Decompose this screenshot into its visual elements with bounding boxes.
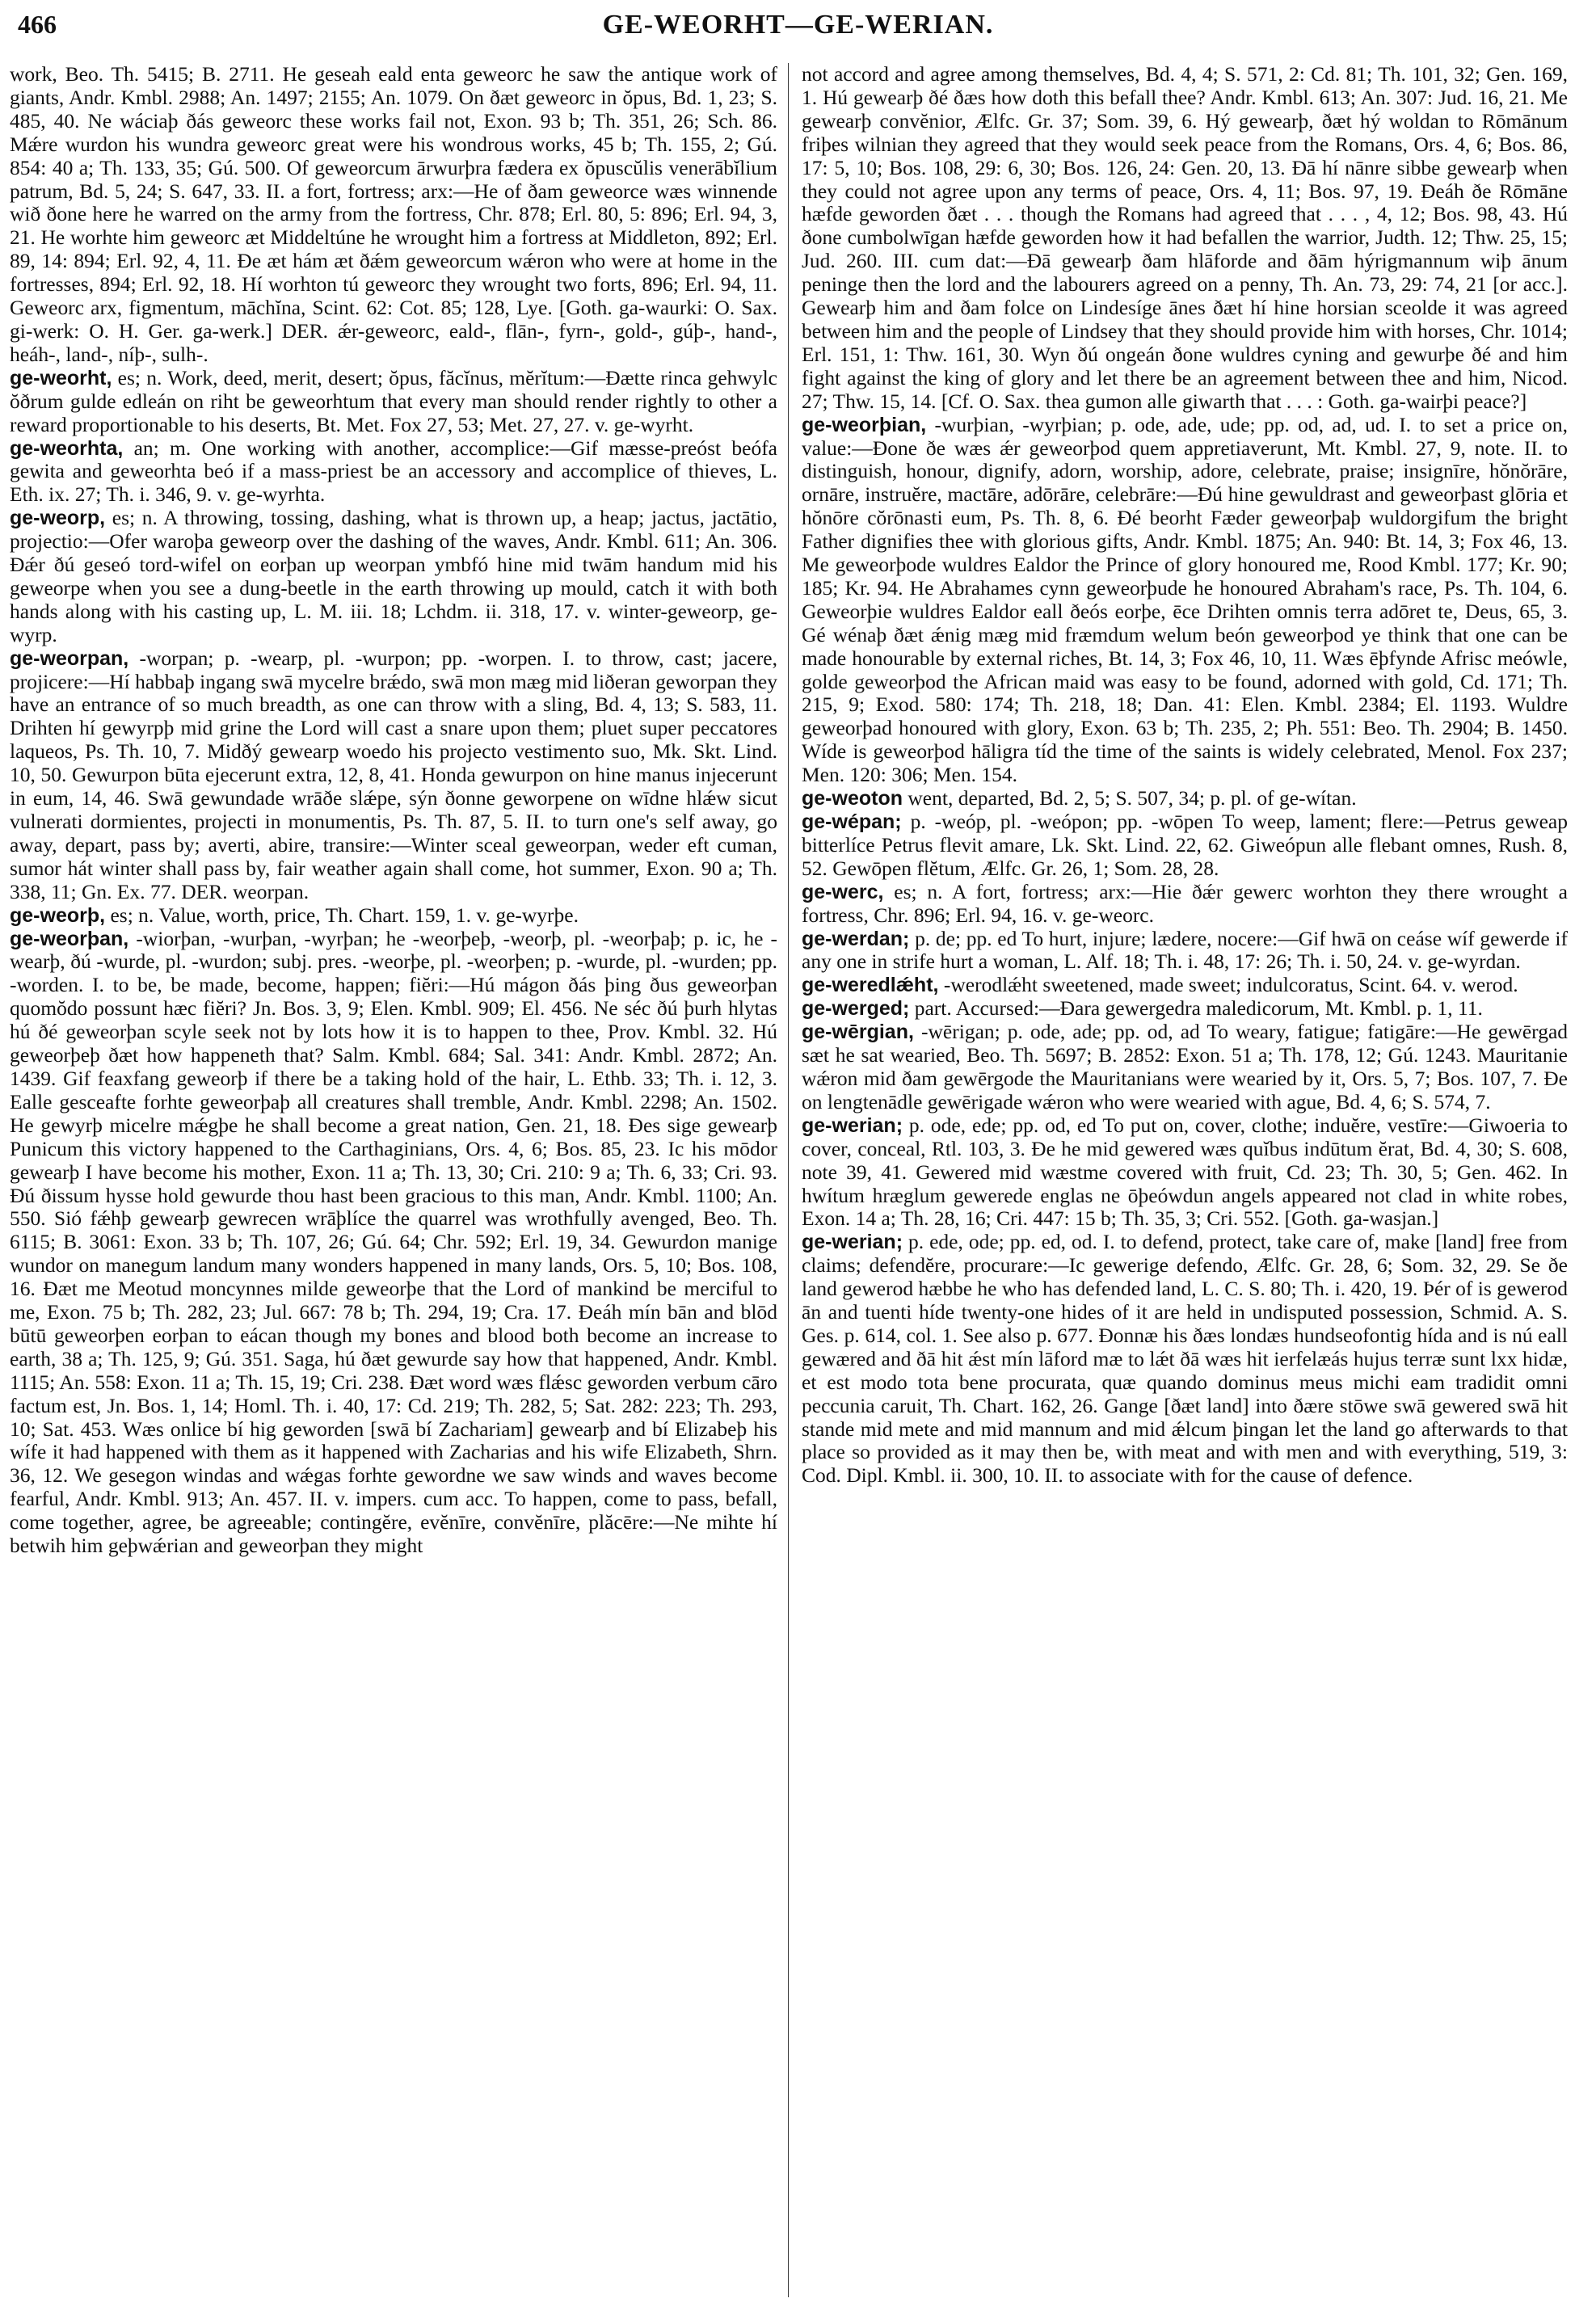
dictionary-entry: [802, 928, 1568, 974]
dictionary-entry: [10, 904, 777, 928]
dictionary-entry: [802, 1114, 1568, 1231]
entry-text: -worpan; p. -wearp, pl. -wurpon; pp. -worpen. I. to throw, cast; jacere, projicere:—Hí habbaþ ingang swā mycelre brǽdo, swā mon mæg mid liðeran geworpan they have an entrance of so much breadth, as one can throw with a sling, Bd. 4, 13; S. 583, 11. Drihten hí gewyrpþ mid grine the Lord will cast a snare upon them; pluet super peccatores laqueos, Ps. Th. 10, 7. Midðý gewearp woedo his projecto vestimento suo, Mk. Skt. Lind. 10, 50. Gewurpon būta ejecerunt extra, 12, 8, 41. Honda gewurpon on hine manus injecerunt in eum, 14, 46. Swā gewundade wrāðe slǽpe, sýn ðonne geworpene on wīdne hlǽw sicut vulnerati dormientes, projecti in monumentis, Ps. Th. 87, 5. II. to turn one's self away, go away, depart, pass by; averti, abire, transire:—Winter sceal geweorpan, weder eft cuman, sumor hát winter shall pass by, fair weather again shall come, hot summer, Exon. 90 a; Th. 338, 11; Gn. Ex. 77. DER. weorpan.: [10, 646, 777, 903]
entry-text: work, Beo. Th. 5415; B. 2711. He geseah eald enta geweorc he saw the antique work of giants, Andr. Kmbl. 2988; An. 1497; 2155; An. 1079. On ðæt geweorc in ŏpus, Bd. 1, 23; S. 485, 40. Ne wáciaþ ðás geweorc these works fail not, Exon. 93 b; Th. 351, 26; Sch. 86. Mǽre wurdon his wundra geweorc great were his wondrous works, 45 b; Th. 155, 2; Gú. 854: 40 a; Th. 133, 35; Gú. 500. Of geweorcum ārwurþra fædera ex ŏpuscŭlis venerābĭlium patrum, Bd. 5, 24; S. 647, 33. II. a fort, fortress; arx:—He of ðam geweorce wæs winnende wið ðone here he warred on the army from the fortress, Chr. 878; Erl. 80, 5: 896; Erl. 94, 3, 21. He worhte him geweorc æt Middeltúne he wrought him a fortress at Middleton, 892; Erl. 89, 14: 894; Erl. 92, 4, 11. Ðe æt hám æt ðǽm geweorcum wǽron who were at home in the fortresses, 894; Erl. 92, 18. Hí worhton tú geweorc they wrought two forts, 896; Erl. 94, 11. Geweorc arx, figmentum, māchĭna, Scint. 62: Cot. 85; 128, Lye. [Goth. ga-waurki: O. Sax. gi-werk: O. H. Ger. ga-werk.] DER. ǽr-geweorc, eald-, flān-, fyrn-, gold-, gúþ-, hand-, heáh-, land-, níþ-, sulh-.: [10, 63, 777, 366]
entry-text: es; n. A throwing, tossing, dashing, what is thrown up, a heap; jactus, jactātio, projectio:—Ofer waroþa geweorp over the dashing of the waves, Andr. Kmbl. 611; An. 306. Ðǽr ðú geseó tord-wifel on eorþan up weorpan ymbfó hine mid twām handum mid his geweorpe when you see a dung-beetle in the earth throwing up mould, catch it with both hands along with his casting up, L. M. iii. 18; Lchdm. ii. 318, 17. v. winter-geweorp, ge-wyrp.: [10, 506, 777, 646]
entry-text: went, departed, Bd. 2, 5; S. 507, 34; p. pl. of ge-wítan.: [907, 786, 1357, 810]
dictionary-entry: [10, 63, 777, 367]
dictionary-entry: [10, 507, 777, 646]
entry-headword: ge-wērgian,: [802, 1021, 914, 1044]
left-column: [10, 63, 777, 2297]
entry-text: p. de; pp. ed To hurt, injure; lædere, nocere:—Gif hwā on ceáse wíf gewerde if any one in strife hurt a woman, L. Alf. 18; Th. i. 48, 17: 26; Th. i. 50, 24. v. ge-wyrdan.: [802, 926, 1568, 974]
entry-text: p. ode, ede; pp. od, ed To put on, cover, clothe; induĕre, vestīre:—Giwoeria to cover, conceal, Rtl. 103, 3. Ðe he mid gewered wæs quĭbus indūtum ĕrat, Bd. 4, 30; S. 608, note 39, 41. Gewered mid wæstme covered with fruit, Cd. 23; Th. 30, 5; Gen. 462. In hwítum hræglum gewerede englas ne ōþeówdun angels appeared not clad in white robes, Exon. 14 a; Th. 28, 16; Cri. 447: 15 b; Th. 35, 3; Cri. 552. [Goth. ga-wasjan.]: [802, 1113, 1568, 1231]
entry-headword: ge-weorhta,: [10, 436, 124, 460]
entry-headword: ge-weoton: [802, 787, 903, 810]
dictionary-entry: [802, 997, 1568, 1021]
entry-headword: ge-weorþan,: [10, 927, 129, 950]
dictionary-entry: [802, 810, 1568, 881]
entry-text: -wērigan; p. ode, ade; pp. od, ad To weary, fatigue; fatigāre:—He gewērgad sæt he sat wearied, Beo. Th. 5697; B. 2852: Exon. 51 a; Th. 178, 12; Gú. 1243. Mauritanie wǽron mid ðam gewērgode the Mauritanians were wearied by it, Ors. 5, 7; Bos. 107, 7. Ðe on lengtenādle gewērigade wǽron who were wearied with ague, Bd. 4, 6; S. 574, 7.: [802, 1020, 1568, 1113]
entry-headword: ge-weorpan,: [10, 646, 129, 670]
entry-headword: ge-weorp,: [10, 507, 106, 530]
page-header: [0, 0, 1596, 65]
entry-headword: ge-weorht,: [10, 366, 112, 389]
page-number: 466: [18, 10, 57, 39]
entry-text: part. Accursed:—Ðara gewergedra maledicorum, Mt. Kmbl. p. 1, 11.: [914, 996, 1483, 1021]
entry-text: p. ede, ode; pp. ed, od. I. to defend, protect, take care of, make [land] free from claims; defendĕre, procurare:—Ic gewerige defendo, Ælfc. Gr. 28, 6; Som. 32, 29. Se ðe land gewerod hæbbe he who has defended land, L. C. S. 80; Th. i. 420, 19. Þér of is gewerod ān and tuenti híde twenty-one hides of it are held in undisputed possession, Schmid. A. S. Ges. p. 614, col. 1. See also p. 677. Ðonnæ his ðæs londæs hundseofontig hída and is nú eall gewæred and ðā hit ǽst mín lāford mæ to lǽt ðā wæs hit ierfelæás hujus terræ sunt lxx hidæ, et est modo tota bene procurata, quæ quando dominus meus michi eam tradidit omni peccunia caruit, Th. Chart. 162, 26. Gange [ðæt land] into ðære stōwe swā gewered swā hit stande mid mete and mid mannum and mid ǽlcum þingan let the land go afterwards to that place so provided as it may then be, with meat and with men and with everything, 519, 3: Cod. Dipl. Kmbl. ii. 300, 10. II. to associate with for the cause of defence.: [802, 1230, 1568, 1488]
entry-text: -werodlǽht sweetened, made sweet; indulcoratus, Scint. 64. v. werod.: [943, 973, 1518, 997]
entry-headword: ge-weredlǽht,: [802, 974, 939, 997]
entry-headword: ge-werc,: [802, 880, 884, 903]
dictionary-entry: [10, 367, 777, 437]
dictionary-entry: [802, 974, 1568, 997]
entry-text: an; m. One working with another, accomplice:—Gif mæsse-preóst beófa gewita and geweorhta beó if a mass-priest be an accessory and accomplice of thieves, L. Eth. ix. 27; Th. i. 346, 9. v. ge-wyrhta.: [10, 436, 777, 507]
dictionary-entry: [802, 63, 1568, 414]
dictionary-entry: [10, 437, 777, 507]
dictionary-entry: [10, 647, 777, 904]
entry-text: es; n. Work, deed, merit, desert; ŏpus, făcĭnus, mĕrĭtum:—Ðætte rinca gehwylc ŏðrum gulde edleán on riht be geweorhtum that every man should render rightly to other a reward proportionable to his deserts, Bt. Met. Fox 27, 53; Met. 27, 27. v. ge-wyrht.: [10, 365, 777, 436]
dictionary-entry: [802, 1231, 1568, 1488]
entry-headword: ge-weorþian,: [802, 413, 927, 436]
entry-text: not accord and agree among themselves, Bd. 4, 4; S. 571, 2: Cd. 81; Th. 101, 32; Gen. 169, 1. Hú gewearþ ðé ðæs how doth this befall thee? Andr. Kmbl. 613; An. 307: Jud. 16, 21. Me gewearþ convĕnior, Ælfc. Gr. 37; Som. 39, 6. Hý gewearþ, ðæt hý woldan to Rōmānum friþes wilnian they agreed that they would seek peace from the Romans, Ors. 4, 6; Bos. 86, 17: 5, 10; Bos. 108, 29: 6, 30; Bos. 126, 24: Gen. 20, 13. Ðā hí nānre sibbe gewearþ when they could not agree upon any terms of peace, Ors. 4, 11; Bos. 97, 19. Ðeáh ðe Rōmāne hæfde geworden ðæt . . . though the Romans had agreed that . . . , 4, 12; Bos. 98, 43. Hú ðone cumbolwīgan hæfde geworden how it had befallen the warrior, Judth. 12; Thw. 25, 15; Jud. 260. III. cum dat:—Ðā gewearþ ðam hlāforde and ðām hýrigmannum wiþ ānum peninge then the lord and the labourers agreed on a penny, Th. An. 73, 29: 74, 21 [or acc.]. Gewearþ him and ðam folce on Lindesíge ānes ðæt hí hine horsian sceolde it was agreed between him and the people of Lindsey that they should provide him with horses, Chr. 1014; Erl. 151, 1: Thw. 161, 30. Wyn ðú ongeán ðone wuldres cyning and gewurþe ðé and him fight against the king of glory and let there be an agreement between thee and him, Nicod. 27; Thw. 15, 14. [Cf. O. Sax. thea gumon alle giwarth that . . . : Goth. ga-wairþi peace?]: [802, 63, 1568, 413]
column-divider: [788, 63, 789, 2297]
entry-text: es; n. Value, worth, price, Th. Chart. 159, 1. v. ge-wyrþe.: [110, 903, 579, 927]
entry-text: -wurþian, -wyrþian; p. ode, ade, ude; pp. od, ad, ud. I. to set a price on, value:—Ðone ðe wæs ǽr geweorþod quem appretiaverunt, Mt. Kmbl. 27, 9, note. II. to distinguish, honour, dignify, adorn, worship, adore, celebrate, praise; insignīre, hŏnŏrāre, ornāre, instruĕre, mactāre, adōrāre, celebrāre:—Ðú hine gewuldrast and geweorþast glōria et hŏnōre cŏrōnasti eum, Ps. Th. 8, 6. Ðé beorht Fæder geweorþaþ wuldorgifum the bright Father dignifies thee with glorious gifts, Andr. Kmbl. 1875; An. 940: Bt. 14, 3; Fox 46, 13. Me geweorþode wuldres Ealdor the Prince of glory honoured me, Rood Kmbl. 177; Kr. 90; 185; Kr. 94. He Abrahames cynn geweorþude he honoured Abraham's race, Ps. Th. 104, 6. Geweorþie wuldres Ealdor eall ðeós eorþe, ēce Drihten omnis terra adōret te, Deus, 65, 3. Gé wénaþ ðæt ǽnig mæg mid fræmdum welum beón geweorþod ye think that one can be made honourable by external riches, Bt. 14, 3; Fox 46, 10, 11. Wæs ēþfynde Afrisc meówle, golde geweorþod the African maid was easy to be found, adorned with gold, Cd. 171; Th. 215, 9; Exod. 580: 174; Th. 218, 18; Dan. 41: Elen. Kmbl. 2384; El. 1193. Wuldre geweorþad honoured with glory, Exon. 63 b; Th. 235, 2; Ph. 551: Beo. Th. 2904; B. 1450. Wíde is geweorþod hāligra tíd the time of the saints is widely celebrated, Menol. Fox 237; Men. 120: 306; Men. 154.: [802, 412, 1568, 787]
dictionary-entry: [802, 1021, 1568, 1114]
right-column: [802, 63, 1568, 2297]
entry-headword: ge-werged;: [802, 997, 910, 1021]
entry-text: p. -weóp, pl. -weópon; pp. -wōpen To weep, lament; flere:—Petrus geweap bitterlíce Petrus flevit amare, Lk. Skt. Lind. 22, 62. Giweópun alle flebant omnes, Rush. 8, 52. Gewōpen flĕtum, Ælfc. Gr. 26, 1; Som. 28, 28.: [802, 810, 1568, 880]
entry-headword: ge-werian;: [802, 1113, 903, 1137]
dictionary-entry: [802, 881, 1568, 928]
entry-headword: ge-werian;: [802, 1231, 903, 1254]
running-head: GE-WEORHT—GE-WERIAN.: [602, 10, 994, 40]
entry-headword: ge-weorþ,: [10, 903, 106, 927]
entry-headword: ge-werdan;: [802, 927, 910, 950]
entry-text: es; n. A fort, fortress; arx:—Hie ðǽr gewerc worhton they there wrought a fortress, Chr. 896; Erl. 94, 16. v. ge-weorc.: [802, 879, 1568, 927]
dictionary-entry: [802, 787, 1568, 810]
entry-text: -wiorþan, -wurþan, -wyrþan; he -weorþeþ, -weorþ, pl. -weorþaþ; p. ic, he -wearþ, ðú -wurde, pl. -wurdon; subj. pres. -weorþe, pl. -weorþen; p. -wurde, pl. -wurden; pp. -worden. I. to be, be made, become, happen; fiĕri:—Hú mágon ðás þing ðus geweorþan quomŏdo possunt hæc fiĕri? Jn. Bos. 3, 9; Elen. Kmbl. 909; El. 456. Ne séc ðú þurh hlytas hú ðé geweorþan scyle seek not by lots how it is to happen to thee, Prov. Kmbl. 32. Hú geweorþeþ ðæt how happeneth that? Salm. Kmbl. 684; Sal. 341: Andr. Kmbl. 2872; An. 1439. Gif feaxfang geweorþ if there be a taking hold of the hair, L. Ethb. 33; Th. i. 12, 3. Ealle gesceafte forhte geweorþaþ all creatures shall tremble, Andr. Kmbl. 2298; An. 1502. He gewyrþ micelre mǽgþe he shall become a great nation, Gen. 21, 18. Ðes sige gewearþ Punicum this victory happened to the Carthaginians, Ors. 4, 6; Bos. 85, 23. Ic his mōdor gewearþ I have become his mother, Exon. 11 a; Th. 13, 30; Cri. 210: 9 a; Th. 6, 33; Cri. 93. Ðú ðissum hysse hold gewurde thou hast been gracious to this man, Andr. Kmbl. 1100; An. 550. Sió fǽhþ gewearþ gewrecen wrāþlíce the quarrel was wrothfully avenged, Beo. Th. 6115; B. 3061: Exon. 33 b; Th. 107, 26; Gú. 64; Chr. 592; Erl. 19, 34. Gewurdon manige wundor on manegum landum many wonders happened in many lands, Ors. 5, 10; Bos. 108, 16. Ðæt me Meotud moncynnes milde geweorþe that the Lord of mankind be merciful to me, Exon. 75 b; Th. 282, 23; Jul. 667: 78 b; Th. 294, 19; Cra. 17. Ðeáh mín bān and blōd būtū geweorþen eorþan to eácan though my bones and blood both become an increase to earth, 38 a; Th. 125, 9; Gú. 351. Saga, hú ðæt gewurde say how that happened, Andr. Kmbl. 1115; An. 558: Exon. 11 a; Th. 15, 19; Cri. 238. Ðæt word wæs flǽsc geworden verbum cāro factum est, Jn. Bos. 1, 14; Homl. Th. i. 40, 17: Cd. 219; Th. 282, 5; Sat. 282: 223; Th. 293, 10; Sat. 453. Wæs onlice bí hig geworden [swā bí Zachariam] gewearþ and bí Elizabeþ his wífe it had happened with them as it happened with Zacharias and his wife Elizabeth, Shrn. 36, 12. We gesegon windas and wǽgas forhte gewordne we saw winds and waves become fearful, Andr. Kmbl. 913; An. 457. II. v. impers. cum acc. To happen, come to pass, befall, come together, agree, be agreeable; contingĕre, evĕnīre, convĕnīre, plăcēre:—Ne mihte hí betwih him geþwǽrian and geweorþan they might: [10, 926, 777, 1558]
dictionary-entry: [802, 414, 1568, 788]
dictionary-entry: [10, 928, 777, 1558]
entry-headword: ge-wépan;: [802, 810, 902, 833]
